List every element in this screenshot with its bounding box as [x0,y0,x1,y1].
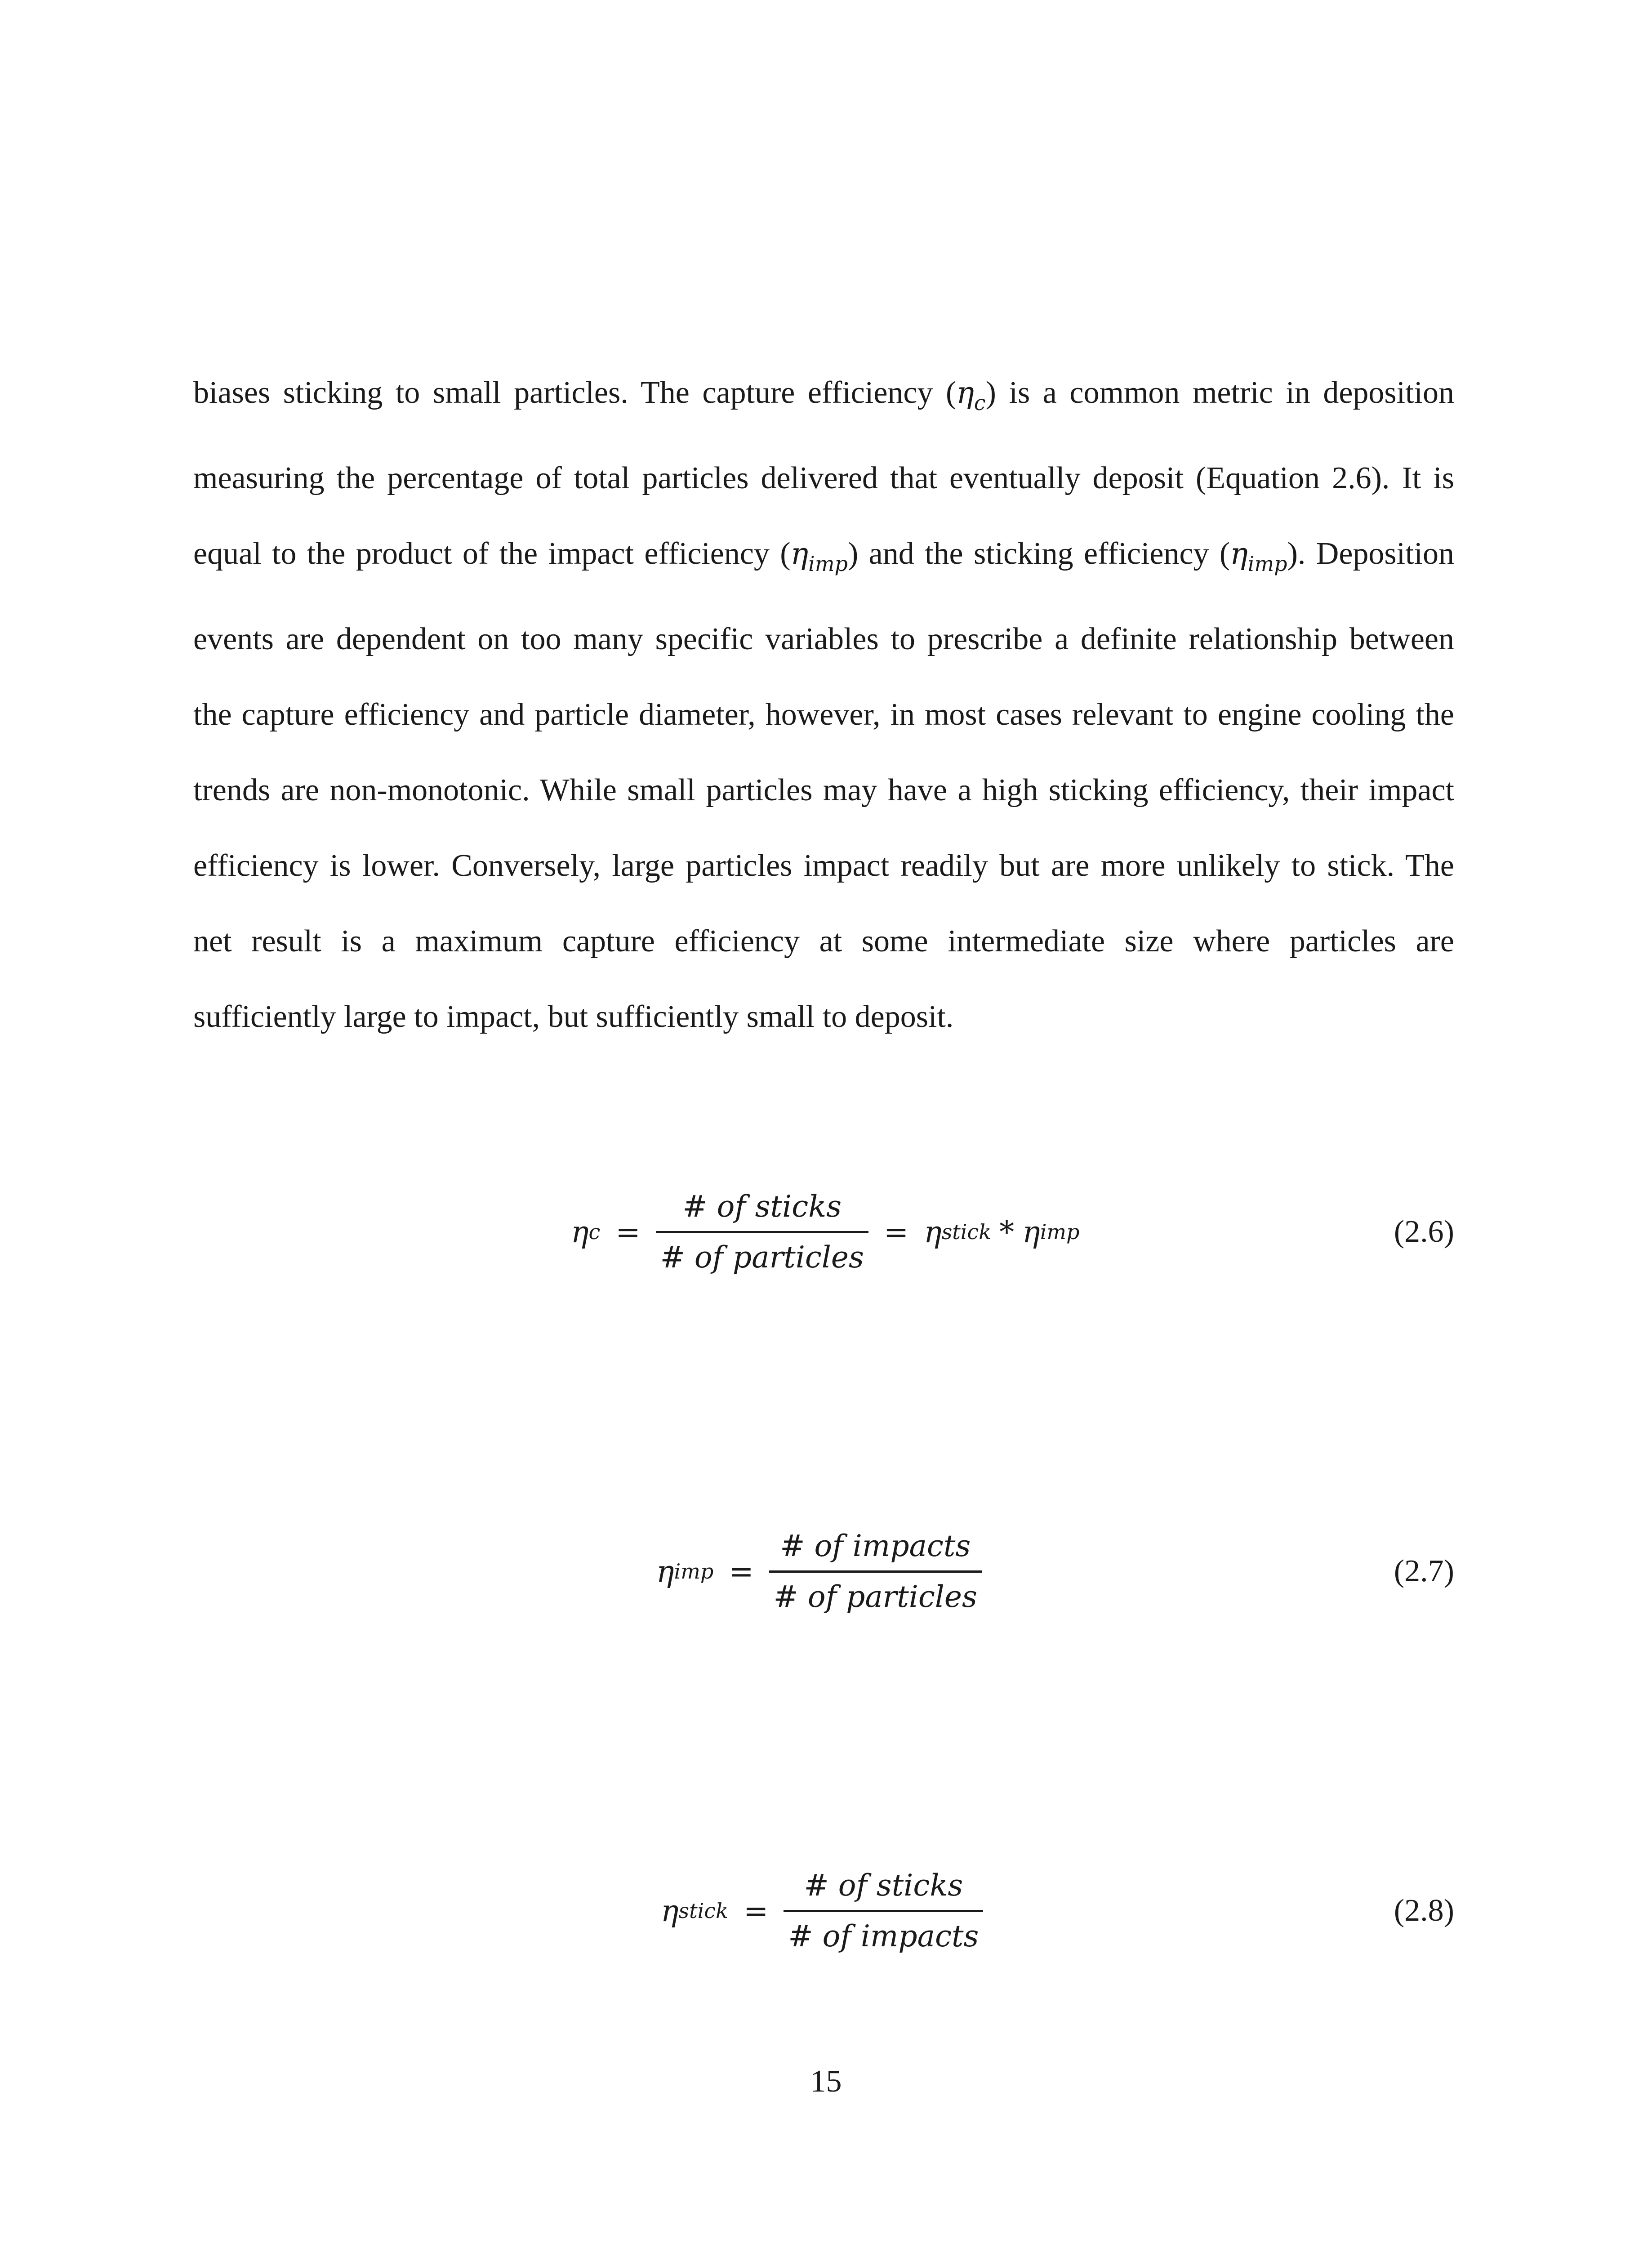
eta-symbol: η [661,1893,679,1928]
eta-symbol: η [924,1214,942,1249]
fraction-numerator: # of impacts [780,1528,971,1563]
fraction [784,1867,983,1955]
paragraph-line: efficiency is lower. Conversely, large particles impact readily but are more unlikely to stick. The [193,848,1454,883]
paragraph-line: the capture efficiency and particle diameter, however, in most cases relevant to engine cooling the [193,697,1454,732]
paragraph-line: events are dependent on too many specific variables to prescribe a definite relationship between [193,622,1454,656]
equation-body [571,1182,1079,1281]
math-subscript: imp [1247,552,1287,576]
paragraph-line [193,516,1454,602]
fraction-numerator: # of sticks [804,1868,963,1903]
math-symbol: η [1230,536,1248,571]
eta-subscript: stick [941,1220,992,1244]
paragraph-line [193,355,1454,441]
eta-subscript: c [588,1220,601,1244]
text-run: ). Deposition [1287,536,1454,571]
fraction-denominator: # of impacts [788,1918,979,1954]
fraction-denominator: # of particles [660,1240,864,1275]
body-paragraph [193,355,1454,1055]
fraction-denominator: # of particles [773,1579,977,1614]
text-run: biases sticking to small particles. The capture efficiency ( [193,375,957,410]
equation-body [656,1522,982,1621]
equals-sign: = [729,1554,754,1589]
multiply-sign: * [999,1214,1015,1249]
equals-sign: = [615,1214,641,1249]
equals-sign: = [744,1893,769,1928]
equation-number: (2.6) [1394,1214,1454,1249]
text-run: equal to the product of the impact efficiency ( [193,536,791,571]
equation-2-6 [193,1182,1454,1281]
equation-number: (2.7) [1394,1554,1454,1588]
fraction-numerator: # of sticks [682,1189,842,1224]
math-symbol: η [956,375,974,410]
eta-symbol: η [656,1554,674,1589]
fraction [769,1527,982,1616]
paragraph-line: net result is a maximum capture efficiency at some intermediate size where particles are [193,924,1454,959]
paragraph-line: trends are non-monotonic. While small particles may have a high sticking efficiency, their impact [193,773,1454,807]
math-subscript: imp [808,552,848,576]
text-run: ) is a common metric in deposition [985,375,1454,410]
equals-sign: = [883,1214,909,1249]
eta-subscript: stick [678,1899,728,1923]
eta-subscript: imp [1040,1220,1080,1244]
eta-symbol: η [571,1214,589,1249]
eta-symbol: η [1022,1214,1040,1249]
equation-2-8 [193,1861,1454,1960]
equation-number: (2.8) [1394,1893,1454,1928]
text-run: ) and the sticking efficiency ( [847,536,1230,571]
page-number: 15 [810,2064,842,2099]
paragraph-line: measuring the percentage of total particles delivered that eventually deposit (Equation 2.6). It is [193,461,1454,495]
math-subscript: c [974,391,986,415]
paragraph-line: sufficiently large to impact, but sufficiently small to deposit. [193,999,954,1034]
equation-2-7 [193,1522,1454,1621]
eta-subscript: imp [674,1559,714,1583]
math-symbol: η [790,536,809,571]
equation-body [661,1861,983,1960]
fraction [656,1188,868,1276]
